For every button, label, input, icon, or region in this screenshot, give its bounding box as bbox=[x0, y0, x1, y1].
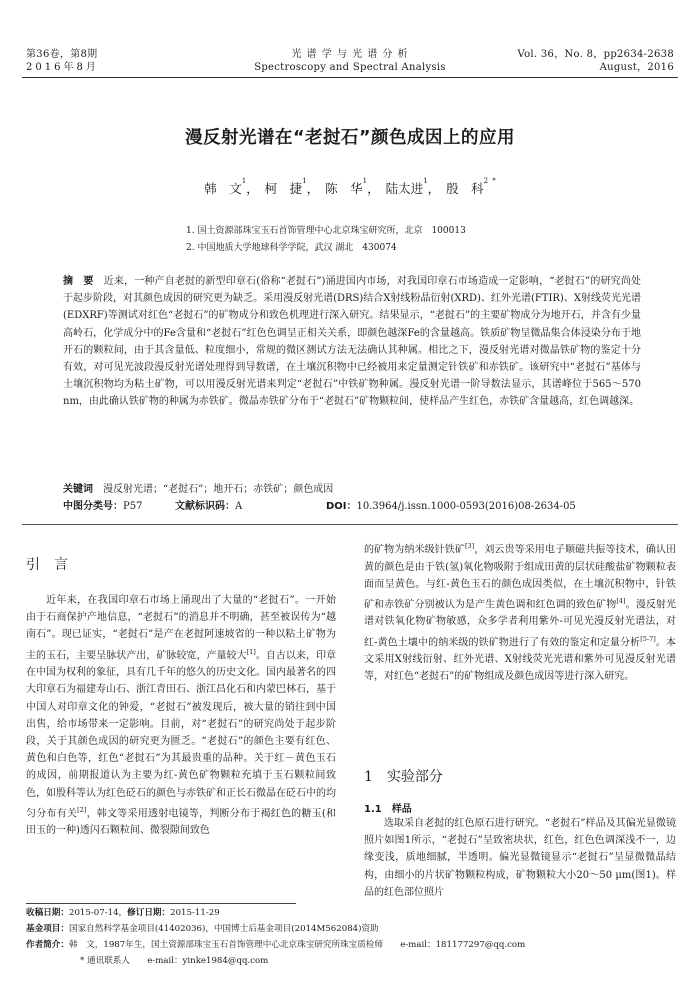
keywords bbox=[63, 483, 333, 497]
clc-label: 中图分类号： bbox=[63, 501, 123, 512]
sample-paragraph: 选取采自老挝的红色原石进行研究。“老挝石”样品及其偏光显微镜照片如图1所示，“老挝石”呈致密块状，红色，红色色调深浅不一，边缘变浅，质地细腻，半透明。偏光显微镜显示“老挝石”呈显微微晶结构，由细小的片状矿物颗粒构成，矿物颗粒大小20～50 μm(图1)。样品的红色部位照片 bbox=[364, 818, 676, 898]
journal-name-cn: 光 谱 学 与 光 谱 分 析 bbox=[291, 49, 409, 60]
doi-label: DOI： bbox=[326, 501, 357, 512]
affiliation: 2. 中国地质大学地球科学学院，武汉 湖北 430074 bbox=[186, 243, 397, 253]
journal-name-en: Spectroscopy and Spectral Analysis bbox=[254, 62, 446, 73]
vol-pages: Vol. 36，No. 8，pp2634-2638 bbox=[517, 49, 674, 60]
doc-code-label: 文献标识码： bbox=[175, 501, 235, 512]
paper-title: 漫反射光谱在“老挝石”颜色成因上的应用 bbox=[184, 128, 515, 148]
issue-date-cn: 2016年8月 bbox=[26, 62, 99, 73]
doi-value: 10.3964/j.issn.1000-0593(2016)08-2634-05 bbox=[356, 501, 576, 512]
intro-heading: 引 言 bbox=[26, 557, 68, 573]
footnote-fund: 基金项目：国家自然科学基金项目(41402036)，中国博士后基金项目(2014M562084)资助 bbox=[26, 924, 379, 934]
footnote-bio: 作者简介：韩 文，1987年生，国土资源部珠宝玉石首饰管理中心北京珠宝研究所珠宝质检师 e-mail：181177297@qq.com bbox=[26, 940, 526, 950]
intro-paragraph: 近年来，在我国印章石市场上涌现出了大量的“老挝石”。一开始由于石商保护产地信息，“老挝石”的消息并不明确，甚至被误传为“越南石”。现已证实，“老挝石”是产在老挝阿速坡省的一种以粘土矿物为主的玉石，主要呈脉状产出，矿脉较宽，产量较大[1]。自古以来，印章在中国为权利的象征，具有几千年的悠久的历史文化。国内最著名的四大印章石为福建寿山石、浙江青田石、浙江昌化石和内蒙巴林石，基于中国人对印章文化的钟爱，“老挝石”被发现后，被大量的销往到中国出售，给市场带来一定影响。目前，对“老挝石”的研究尚处于起步阶段，关于其颜色成因的研究更为匮乏。“老挝石”的颜色主要有红色、黄色和白色等，红色“老挝石”为其最贵重的品种。关于红－黄色玉石的成因，前期报道认为主要为红-黄色矿物颗粒充填于玉石颗粒间致色，如殷科等认为红色砭石的颜色与赤铁矿和正长石微晶在砭石中的均匀分布有关[2]，韩文等采用透射电镜等，判断分布于褐红色的糖玉(和田玉的一种)透闪石颗粒间、微裂隙间致色 bbox=[26, 595, 337, 837]
issue-date-en: August，2016 bbox=[599, 62, 674, 73]
classification bbox=[63, 500, 142, 514]
right-column bbox=[364, 538, 676, 686]
section-heading: 1 实验部分 bbox=[364, 769, 443, 785]
affiliation: 1. 国土资源部珠宝玉石首饰管理中心北京珠宝研究所，北京 100013 bbox=[186, 226, 466, 236]
abstract-label: 摘 要 bbox=[63, 276, 94, 287]
header-rule bbox=[22, 77, 678, 78]
journal-issue-en bbox=[518, 48, 675, 74]
footnote-rule bbox=[26, 903, 296, 904]
author-list: 韩 文$^1$， 柯 捷$^1$， 陈 华$^1$， 陆太进$^1$， 殷 科$^{2 *}$ bbox=[204, 177, 496, 196]
footnote-corresponding: * 通讯联系人 e-mail：yinke1984@qq.com bbox=[80, 956, 269, 966]
intro-paragraph-cont: 的矿物为纳米级针铁矿[3]，刘云贵等采用电子顺磁共振等技术，确认田黄的颜色是由于铁(氢)氧化物吸附于组成田黄的层状硅酸盐矿物颗粒表面而呈黄色。与红-黄色玉石的颜色成因类似，在土壤沉积物中，针铁矿和赤铁矿分别被认为是产生黄色调和红色调的致色矿物[4]。漫反射光谱对铁氧化物矿物敏感，众多学者利用紫外-可见光漫反射光谱法，对红-黄色土壤中的纳米级的铁矿物进行了有效的鉴定和定量分析[5-7]。本文采用X射线衍射、红外光谱、X射线荧光光谱和紫外可见漫反射光谱等，对红色“老挝石”的矿物组成及颜色成因等进行深入研究。 bbox=[364, 542, 677, 683]
author: 陈 华$^1$ bbox=[325, 177, 368, 196]
author: 柯 捷$^1$ bbox=[264, 177, 307, 196]
clc-value: P57 bbox=[123, 501, 143, 512]
left-column bbox=[26, 592, 336, 840]
author: 韩 文$^1$ bbox=[204, 177, 247, 196]
doc-code-value: A bbox=[235, 501, 243, 512]
subsection-heading: 1.1 样品 bbox=[364, 804, 412, 815]
doi bbox=[326, 500, 576, 514]
author: 殷 科$^{2 *}$ bbox=[446, 177, 496, 196]
document-code bbox=[175, 500, 242, 514]
keywords-label: 关键词 bbox=[63, 484, 93, 495]
abstract bbox=[63, 273, 641, 411]
abstract-rule bbox=[22, 524, 678, 525]
keywords-text: 漫反射光谱；“老挝石”；地开石；赤铁矿；颜色成因 bbox=[103, 484, 334, 495]
footnote-dates: 收稿日期：2015-07-14，修订日期：2015-11-29 bbox=[26, 908, 220, 918]
author: 陆太进$^1$ bbox=[385, 177, 428, 196]
abstract-text: 近来，一种产自老挝的新型印章石(俗称“老挝石”)涌进国内市场，对我国印章石市场造成一定影响，“老挝石”的研究尚处于起步阶段，对其颜色成因的研究更为缺乏。采用漫反射光谱(DRS)结合X射线粉晶衍射(XRD)、红外光谱(FTIR)、X射线荧光光谱(EDXRF)等测试对红色“老挝石”的矿物成分和致色机理进行深入研究。结果显示，“老挝石”的主要矿物成分为地开石，并含有少量高岭石，化学成分中的Fe含量和“老挝石”红色色调呈正相关关系，即颜色越深Fe的含量越高。铁质矿物呈微晶集合体浸染分布于地开石的颗粒间，由于其含量低、粒度细小，常规的微区测试方法无法确认其种属。相比之下，漫反射光谱对微晶铁矿物的鉴定十分有效，对可见光波段漫反射光谱处理得到导数谱，在土壤沉积物中已经被用来定量测定针铁矿和赤铁矿。该研究中“老挝石”基体与土壤沉积物均为粘土矿物，可以用漫反射光谱来判定“老挝石”中铁矿物种属。漫反射光谱一阶导数法显示，其谱峰位于565～570 nm，由此确认铁矿物的种属为赤铁矿。微晶赤铁矿分布于“老挝石”矿物颗粒间，使样品产生红色，赤铁矿含量越高，红色调越深。 bbox=[63, 276, 642, 408]
volume-issue: 第36卷，第8期 bbox=[26, 49, 98, 60]
